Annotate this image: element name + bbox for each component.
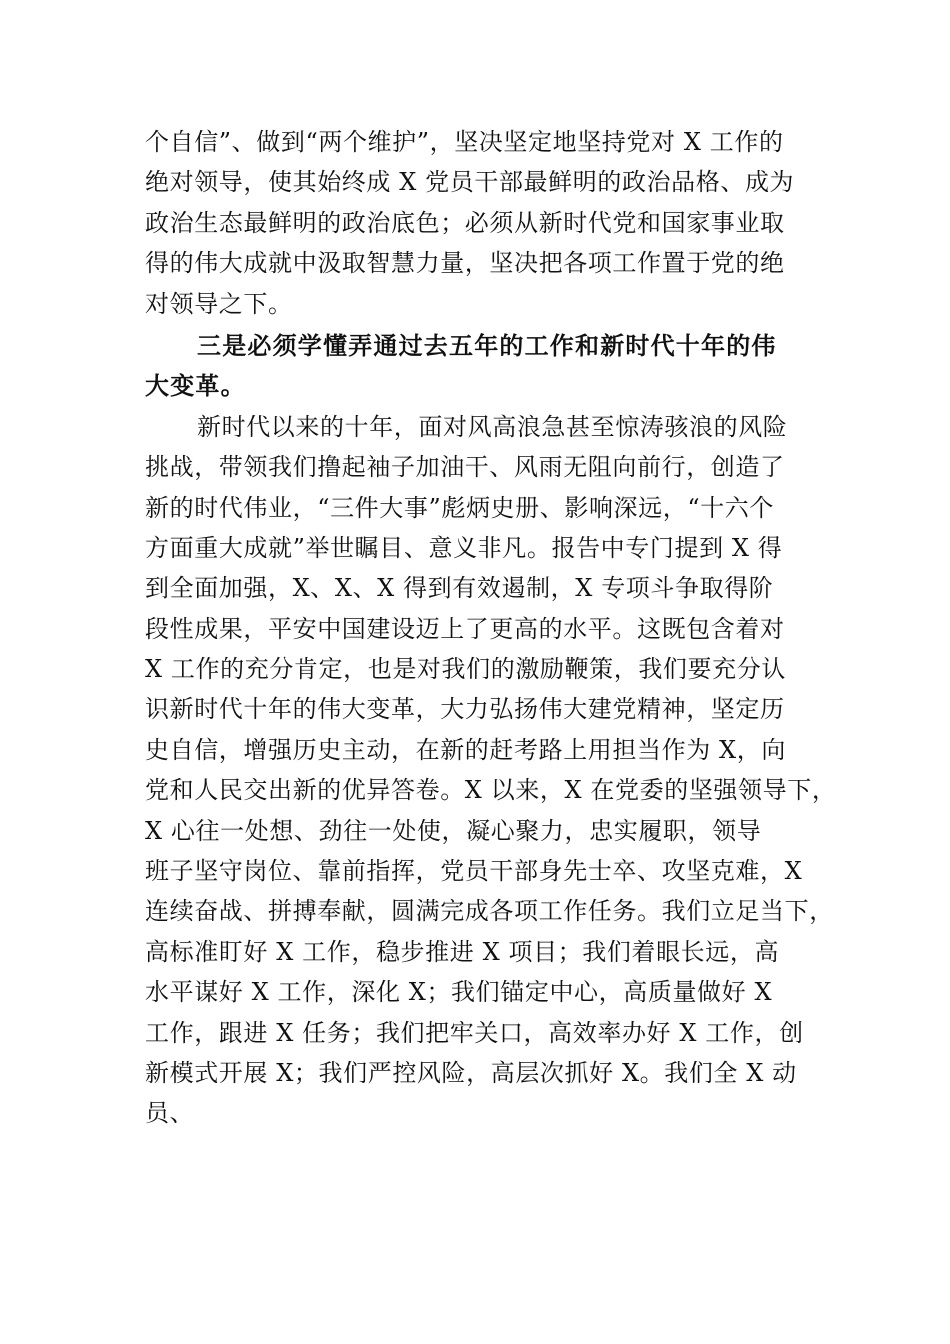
text-line: 政治生态最鲜明的政治底色；必须从新时代党和国家事业取	[145, 208, 785, 237]
text-line: 连续奋战、拼搏奉献，圆满完成各项工作任务。我们立足当下，	[145, 897, 834, 926]
text-line: 高标准盯好 X 工作，稳步推进 X 项目；我们着眼长远，高	[145, 937, 780, 966]
text-line: 到全面加强，X、X、X 得到有效遏制，X 专项斗争取得阶	[145, 574, 774, 603]
text-line: 新时代以来的十年，面对风高浪急甚至惊涛骇浪的风险	[197, 412, 788, 441]
text-line: X 心往一处想、劲往一处使，凝心聚力，忠实履职，领导	[145, 816, 762, 845]
text-line: 对领导之下。	[145, 289, 293, 318]
text-line: 挑战，带领我们撸起袖子加油干、风雨无阻向前行，创造了	[145, 453, 785, 482]
text-line: 史自信，增强历史主动，在新的赶考路上用担当作为 X，向	[145, 735, 786, 764]
text-line: X 工作的充分肯定，也是对我们的激励鞭策，我们要充分认	[145, 655, 786, 684]
text-line: 新模式开展 X；我们严控风险，高层次抓好 X。我们全 X 动	[145, 1058, 797, 1087]
paragraph-continuation	[145, 122, 810, 324]
body-paragraph	[145, 407, 837, 1134]
heading-line: 三是必须学懂弄通过去五年的工作和新时代十年的伟	[197, 330, 777, 360]
text-line: 识新时代十年的伟大变革，大力弘扬伟大建党精神，坚定历	[145, 695, 785, 724]
text-line: 党和人民交出新的优异答卷。X 以来，X 在党委的坚强领导下，	[145, 776, 837, 805]
text-line: 工作，跟进 X 任务；我们把牢关口，高效率办好 X 工作，创	[145, 1018, 804, 1047]
text-line: 得的伟大成就中汲取智慧力量，坚决把各项工作置于党的绝	[145, 249, 785, 278]
document-body	[145, 122, 837, 1134]
text-line: 个自信”、做到“两个维护”，坚决坚定地坚持党对 X 工作的	[145, 128, 784, 156]
text-line: 班子坚守岗位、靠前指挥，党员干部身先士卒、攻坚克难，X	[145, 857, 803, 886]
text-line: 水平谋好 X 工作，深化 X；我们锚定中心，高质量做好 X	[145, 978, 773, 1007]
section-heading	[145, 326, 810, 407]
heading-line: 大变革。	[145, 371, 246, 401]
text-line: 员、	[145, 1099, 195, 1128]
text-line: 绝对领导，使其始终成 X 党员干部最鲜明的政治品格、成为	[145, 168, 795, 197]
text-line: 段性成果，平安中国建设迈上了更高的水平。这既包含着对	[145, 614, 785, 643]
text-line: 新的时代伟业，“三件大事”彪炳史册、影响深远，“十六个	[145, 493, 775, 522]
text-line: 方面重大成就”举世瞩目、意义非凡。报告中专门提到 X 得	[145, 533, 783, 562]
